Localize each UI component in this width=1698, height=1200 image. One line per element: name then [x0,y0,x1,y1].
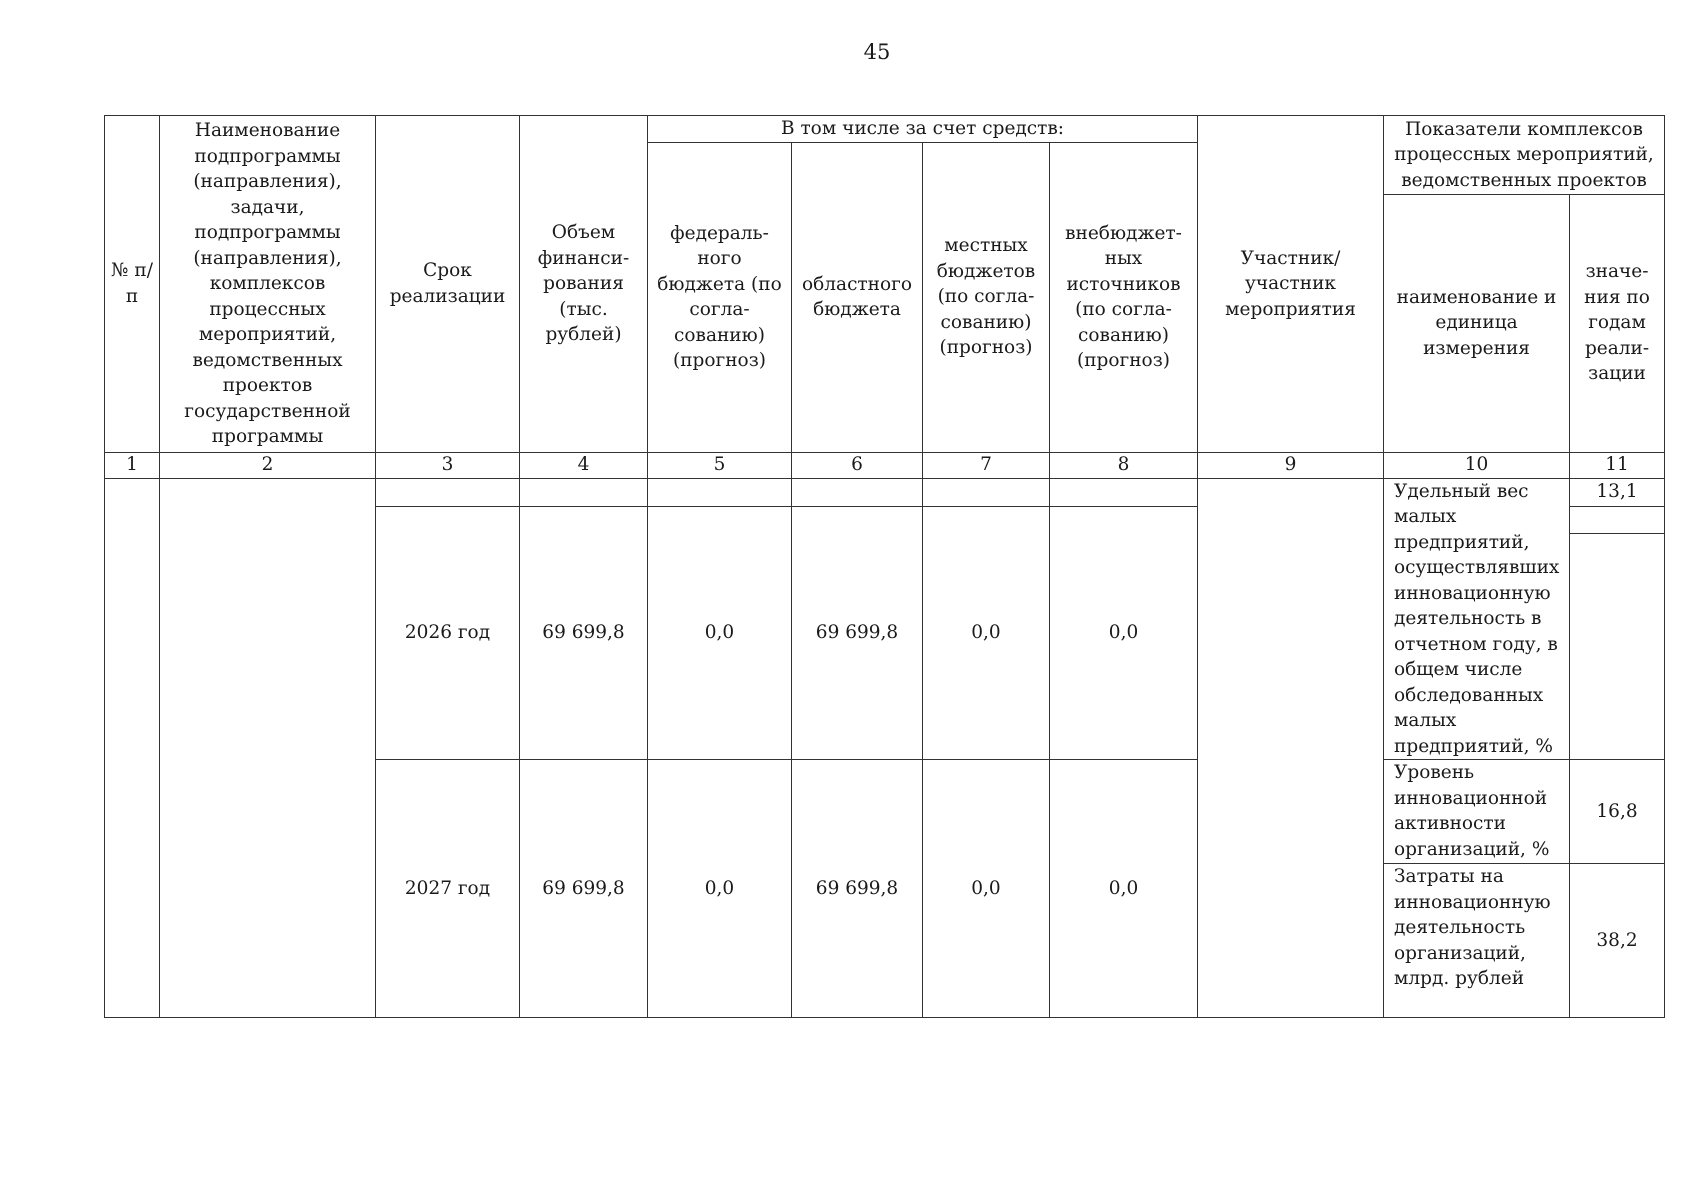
indicator-name: Удельный вес малых предприятий, осуществлявших инновационную деятельность в отчетном году, в общем числе обследованных малых предприятий, % [1384,478,1570,760]
row-name-cell [160,478,376,1018]
column-number: 6 [792,452,923,478]
header-regional: областного бюджета [792,142,923,452]
header-volume: Объем финанси-рования (тыс. рублей) [520,116,648,453]
empty-cell [520,478,648,506]
indicator-value: 13,1 [1570,478,1665,506]
header-local: местных бюджетов (по согла-сованию) (прогноз) [923,142,1050,452]
volume-cell: 69 699,8 [520,760,648,1018]
empty-cell [1570,506,1665,534]
local-cell: 0,0 [923,506,1050,760]
federal-cell: 0,0 [648,506,792,760]
empty-cell [376,478,520,506]
empty-cell [1050,478,1198,506]
header-indicator-name: наименование и единица измерения [1384,194,1570,452]
column-number: 11 [1570,452,1665,478]
regional-cell: 69 699,8 [792,506,923,760]
header-indicators: Показатели комплексов процессных мероприятий, ведомственных проектов [1384,116,1665,195]
header-indicator-values: значе-ния по годам реали-зации [1570,194,1665,452]
indicator-name: Затраты на инновационную деятельность организаций, млрд. рублей [1384,864,1570,1018]
column-number: 1 [105,452,160,478]
year-cell: 2026 год [376,506,520,760]
volume-cell: 69 699,8 [520,506,648,760]
header-extra: внебюджет-ных источников (по согла-сованию) (прогноз) [1050,142,1198,452]
header-num: № п/п [105,116,160,453]
page-number: 45 [863,40,891,64]
header-including: В том числе за счет средств: [648,116,1198,143]
column-number: 2 [160,452,376,478]
column-number: 9 [1198,452,1384,478]
extra-cell: 0,0 [1050,760,1198,1018]
empty-cell [648,478,792,506]
federal-cell: 0,0 [648,760,792,1018]
row-number-cell [105,478,160,1018]
year-cell: 2027 год [376,760,520,1018]
header-name: Наименование подпрограммы (направления), задачи, подпрограммы (направления), комплексов процессных мероприятий, ведомственных проектов государственной программы [160,116,376,453]
empty-cell [923,478,1050,506]
local-cell: 0,0 [923,760,1050,1018]
column-number: 3 [376,452,520,478]
empty-cell [792,478,923,506]
header-federal: федераль-ного бюджета (по согла-сованию) (прогноз) [648,142,792,452]
column-number: 8 [1050,452,1198,478]
column-number: 10 [1384,452,1570,478]
regional-cell: 69 699,8 [792,760,923,1018]
column-number: 5 [648,452,792,478]
column-number: 7 [923,452,1050,478]
column-number: 4 [520,452,648,478]
financing-table [104,115,1665,1018]
indicator-value: 16,8 [1570,760,1665,864]
column-numbers-row [105,452,1665,478]
empty-cell [1570,534,1665,760]
indicator-name: Уровень инновационной активности организаций, % [1384,760,1570,864]
extra-cell: 0,0 [1050,506,1198,760]
participant-cell [1198,478,1384,1018]
header-term: Срок реализации [376,116,520,453]
indicator-value: 38,2 [1570,864,1665,1018]
header-participant: Участник/ участник мероприятия [1198,116,1384,453]
